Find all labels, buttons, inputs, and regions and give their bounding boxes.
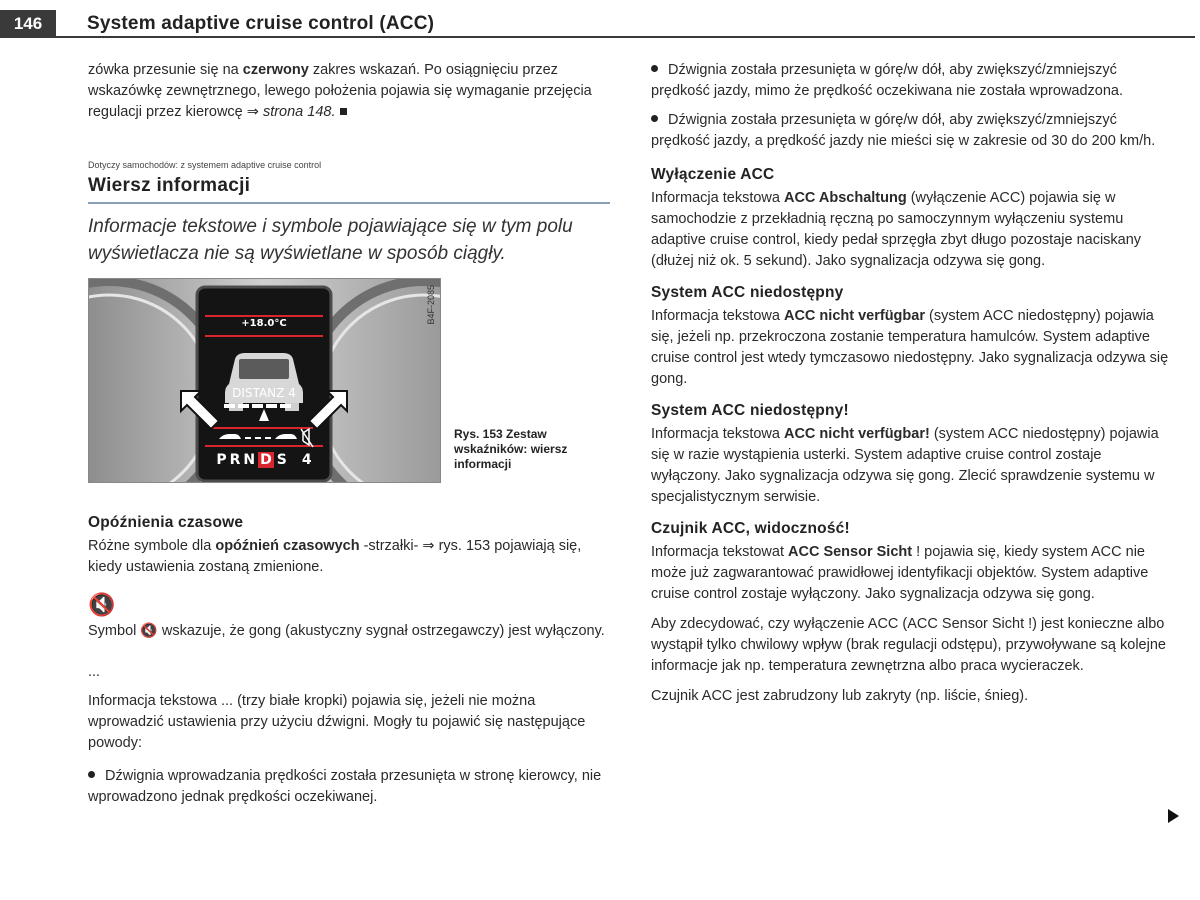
inline-gong-off-icon: 🔇 (140, 622, 158, 638)
arrow-icon: ⇒ (246, 104, 259, 120)
left-column (88, 60, 610, 808)
delays-text-2: -strzałki- (359, 538, 423, 554)
page-title: System adaptive cruise control (ACC) (87, 13, 435, 34)
intro-text: zówka przesunie się na (88, 62, 243, 78)
acc-sensor-heading: Czujnik ACC, widoczność! (651, 520, 850, 537)
right-column (651, 60, 1171, 707)
delays-bold: opóźnień czasowych (215, 538, 360, 554)
acc-unavailable-text: Informacja tekstowa (651, 308, 784, 324)
end-mark-icon (340, 108, 347, 115)
instrument-cluster-figure (88, 278, 441, 483)
bullet-item (651, 110, 1171, 152)
delays-paragraph (88, 536, 610, 578)
acc-unavailable-fault-heading: System ACC niedostępny! (651, 402, 849, 419)
bullet-item (88, 766, 610, 808)
dots-paragraph: Informacja tekstowa ... (trzy białe kropki) pojawia się, jeżeli nie można wprowadzić ustawienia przy użyciu dźwigni. Mogły tu pojawić się następujące powody: (88, 693, 586, 751)
intro-paragraph (88, 60, 610, 123)
continue-arrow-icon (1168, 809, 1179, 823)
intro-bold: czerwony (242, 62, 309, 78)
gear-number: 4 (301, 452, 312, 468)
acc-unavailable-fault-paragraph (651, 424, 1171, 508)
acc-fault-bold: ACC nicht verfügbar! (783, 426, 930, 442)
section-title: Wiersz informacji (88, 175, 610, 204)
bullet-text: Dźwignia została przesunięta w górę/w dół, aby zwiększyć/zmniejszyć prędkość jazdy, a prędkość jazdy nie mieści się w zakresie od 30 do 200 km/h. (651, 112, 1156, 149)
acc-unavailable-paragraph (651, 306, 1171, 390)
display-temperature: +18.0°C (241, 318, 287, 329)
bullet-text: Dźwignia została przesunięta w górę/w dół, aby zwiększyć/zmniejszyć prędkość jazdy, mimo że prędkość oczekiwana nie została wprowadzona. (651, 62, 1124, 99)
dots-label: ... (88, 664, 101, 680)
gear-n: N (243, 452, 256, 468)
acc-off-paragraph (651, 188, 1171, 272)
figure-reference-link[interactable]: rys. 153 pojawiają się, kiedy ustawienia zostaną zmienione. (88, 538, 582, 575)
bullet-icon (88, 771, 95, 778)
gong-text-2: wskazuje, że gong (akustyczny sygnał ostrzegawczy) jest wyłączony. (157, 623, 605, 639)
acc-sensor-text-2: ! pojawia się, kiedy system ACC nie może już zagwarantować prawidłowej identyfikacji objektów. System adaptive cruise control zostaje wyłączony. Jako sygnalizacja odzywa się gong. (651, 544, 1149, 602)
gong-text: Symbol (88, 623, 141, 639)
bullet-text: Dźwignia wprowadzania prędkości została przesunięta w stronę kierowcy, nie wprowadzono jednak prędkości oczekiwanej. (88, 768, 602, 805)
figure-row (88, 278, 610, 504)
acc-unavailable-text-2: (system ACC niedostępny) pojawia się, jeżeli np. przekroczona zostanie temperatura hamulców. System adaptive cruise control jest wtedy tymczasowo niedostępny. Jako sygnalizacja odzywa się gong. (651, 308, 1169, 387)
arrow-icon: ⇒ (422, 538, 435, 554)
bullet-icon (651, 115, 658, 122)
gear-p: P (216, 452, 227, 468)
gear-s: S (276, 452, 287, 468)
acc-off-bold: ACC Abschaltung (783, 190, 907, 206)
acc-fault-text-2: (system ACC niedostępny) pojawia się w razie wystąpienia usterki. System adaptive cruise control zostaje wyłączony. Jako sygnalizacja odzywa się gong. Zlecić sprawdzenie systemu w specjalistycznym serwisie. (651, 426, 1159, 505)
bullet-icon (651, 65, 658, 72)
acc-off-heading: Wyłączenie ACC (651, 166, 775, 183)
sensor-dirty-paragraph: Czujnik ACC jest zabrudzony lub zakryty (np. liście, śnieg). (651, 688, 1029, 704)
page-reference-link[interactable]: strona 148. (258, 104, 336, 120)
acc-unavailable-heading: System ACC niedostępny (651, 284, 844, 301)
header-rule (0, 36, 1195, 38)
acc-fault-text: Informacja tekstowa (651, 426, 784, 442)
acc-sensor-paragraph (651, 542, 1171, 605)
intro-text-2: zakres wskazań. Po osiągnięciu przez wskazówkę zewnętrznego, lewego położenia pojawia się wymaganie przejęcia regulacji przez kierowcę (88, 62, 592, 120)
acc-sensor-text: Informacja tekstowat (651, 544, 788, 560)
acc-unavailable-bold: ACC nicht verfügbar (783, 308, 925, 324)
acc-off-text-2: (wyłączenie ACC) pojawia się w samochodzie z przekładnią ręczną po samoczynnym wyłączeniu systemu adaptive cruise control, kiedy pedał sprzęgła zbyt długo pozostaje naciskany (dłużej niż ok. 5 sekund). Jako sygnalizacja odzywa się gong. (651, 190, 1142, 269)
figure-caption: Rys. 153 Zestaw wskaźników: wiersz informacji (454, 427, 568, 471)
gear-d-active: D (260, 452, 272, 468)
bullet-item (651, 60, 1171, 102)
lead-text: Informacje tekstowe i symbole pojawiające się w tym polu wyświetlacza nie są wyświetlane w sposób ciągły. (88, 216, 573, 264)
breadcrumb: Dotyczy samochodów: z systemem adaptive cruise control (88, 160, 322, 170)
gear-r: R (229, 452, 241, 468)
gong-off-symbol-icon: 🔇 (88, 592, 116, 617)
acc-off-text: Informacja tekstowa (651, 190, 784, 206)
page-number: 146 (0, 10, 56, 38)
decide-paragraph: Aby zdecydować, czy wyłączenie ACC (ACC Sensor Sicht !) jest konieczne albo wystąpił tylko chwilowy wpływ (brak regulacji odstępu), przywoływane są kolejne informacje jak np. temperatura zewnętrzna albo praca wycieraczek. (651, 616, 1166, 674)
display-distance-label: DISTANZ 4 (232, 386, 296, 400)
delays-text: Różne symbole dla (88, 538, 216, 554)
delays-heading: Opóźnienia czasowe (88, 514, 244, 531)
acc-sensor-bold: ACC Sensor Sicht (788, 544, 913, 560)
figure-code: B4F-2085 (426, 285, 436, 325)
gong-paragraph (88, 620, 610, 642)
gear-indicator (199, 449, 329, 471)
